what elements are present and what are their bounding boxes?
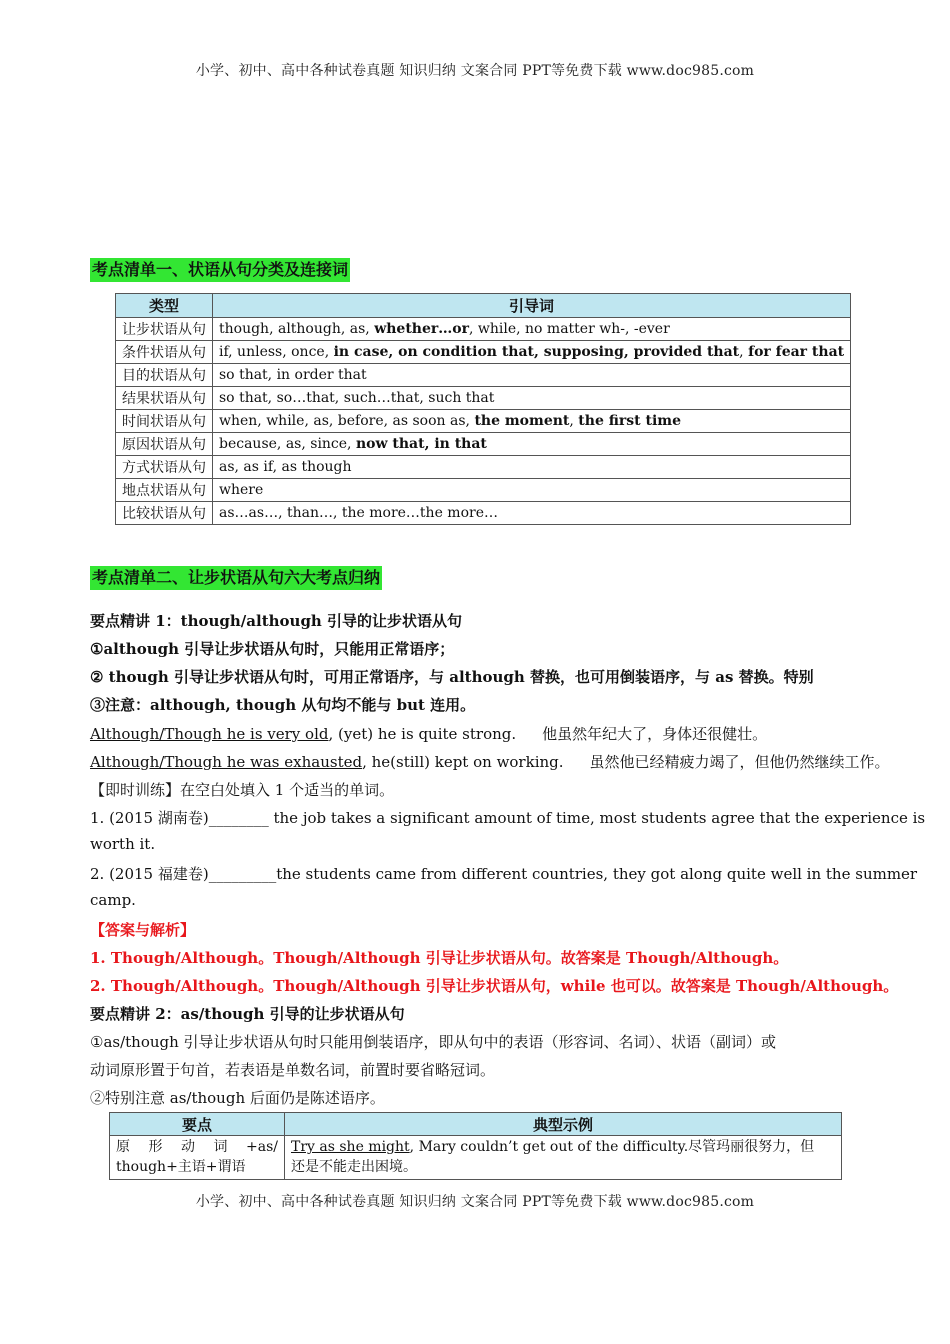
clause-words (213, 410, 851, 433)
example-rest: , he(still) kept on working. (362, 753, 564, 771)
page-footer: 小学、初中、高中各种试卷真题 知识归纳 文案合同 PPT等免费下载 www.doc985.com (195, 1194, 755, 1210)
words-plain: when, while, as, before, as soon as, (219, 413, 475, 429)
question-1-line-1: 1. (2015 湖南卷)________ the job takes a significant amount of time, most students agree that the experience is (90, 809, 926, 827)
example-2 (90, 751, 890, 772)
question-2-line-2: camp. (90, 891, 136, 909)
point-line-1: 原 形 动 词 +as/ (116, 1139, 278, 1155)
point2-title: 要点精讲 2：as/though 引导的让步状语从句 (90, 1005, 405, 1023)
point1-title: 要点精讲 1：though/although 引导的让步状语从句 (90, 612, 463, 630)
conjunction-table (115, 293, 851, 525)
point-line-2: though+主语+谓语 (116, 1159, 246, 1175)
example-rest: , (yet) he is quite strong. (328, 725, 517, 743)
example-cell (285, 1136, 842, 1180)
words-tail: , (739, 344, 749, 360)
words-tail: , while, no matter wh-, -ever (468, 321, 670, 337)
words-bold: now that, in that (355, 436, 487, 452)
answer-title: 【答案与解析】 (90, 921, 196, 939)
words-bold-2: for fear that (748, 344, 845, 360)
clause-words (213, 433, 851, 456)
table-row (116, 410, 851, 433)
header-example: 典型示例 (285, 1113, 842, 1136)
example-translation: 虽然他已经精疲力竭了，但他仍然继续工作。 (589, 753, 890, 771)
page-header: 小学、初中、高中各种试卷真题 知识归纳 文案合同 PPT等免费下载 www.doc985.com (195, 63, 755, 79)
table-header-row (110, 1113, 842, 1136)
clause-type: 条件状语从句 (116, 341, 213, 364)
clause-words: as…as…, than…, the more…the more… (213, 502, 851, 525)
clause-type: 结果状语从句 (116, 387, 213, 410)
words-plain: if, unless, once, (219, 344, 334, 360)
clause-type: 方式状语从句 (116, 456, 213, 479)
clause-words: where (213, 479, 851, 502)
words-bold: in case, on condition that, supposing, provided that (333, 344, 740, 360)
example-line-2: 还是不能走出困境。 (291, 1159, 417, 1175)
clause-words: so that, in order that (213, 364, 851, 387)
header-type: 类型 (116, 294, 213, 318)
answer-2: 2. Though/Although。Though/Although 引导让步状语从句，while 也可以。故答案是 Though/Although。 (90, 977, 899, 995)
words-tail: , (569, 413, 579, 429)
table-row (116, 364, 851, 387)
clause-words: as, as if, as though (213, 456, 851, 479)
words-bold-2: the first time (578, 413, 682, 429)
point-cell (110, 1136, 285, 1180)
rule-3: ③注意：although, though 从句均不能与 but 连用。 (90, 696, 476, 714)
table-header-row (116, 294, 851, 318)
clause-type: 比较状语从句 (116, 502, 213, 525)
example-1 (90, 723, 767, 744)
point2-line-2: 动词原形置于句首，若表语是单数名词，前置时要省略冠词。 (90, 1061, 496, 1079)
point2-line-3: ②特别注意 as/though 后面仍是陈述语序。 (90, 1089, 385, 1107)
question-2-line-1: 2. (2015 福建卷)_________the students came from different countries, they got along quite well in the summer (90, 865, 918, 883)
section-title-1: 考点清单一、状语从句分类及连接词 (90, 258, 350, 282)
example-table (109, 1112, 842, 1180)
question-1-line-2: worth it. (90, 835, 156, 853)
clause-type: 地点状语从句 (116, 479, 213, 502)
table-row (116, 341, 851, 364)
clause-type: 让步状语从句 (116, 318, 213, 341)
example-underlined: Although/Though he was exhausted (90, 753, 363, 771)
words-bold: the moment (474, 413, 570, 429)
clause-words (213, 318, 851, 341)
clause-type: 目的状语从句 (116, 364, 213, 387)
example-translation: 他虽然年纪大了，身体还很健壮。 (542, 725, 768, 743)
rule-1: ①although 引导让步状语从句时，只能用正常语序； (90, 640, 455, 658)
clause-words (213, 341, 851, 364)
table-row (116, 318, 851, 341)
table-row (116, 479, 851, 502)
header-point: 要点 (110, 1113, 285, 1136)
table-row (110, 1136, 842, 1180)
table-row (116, 433, 851, 456)
table-row (116, 456, 851, 479)
clause-type: 原因状语从句 (116, 433, 213, 456)
header-words: 引导词 (213, 294, 851, 318)
section-title-2: 考点清单二、让步状语从句六大考点归纳 (90, 566, 382, 590)
example-underlined: Try as she might (291, 1139, 410, 1155)
rule-2: ② though 引导让步状语从句时，可用正常语序，与 although 替换，也可用倒装语序，与 as 替换。特别 (90, 668, 814, 686)
words-bold: whether…or (374, 321, 469, 337)
table-row (116, 387, 851, 410)
answer-1: 1. Though/Although。Though/Although 引导让步状语从句。故答案是 Though/Although。 (90, 949, 789, 967)
practice-instruction: 【即时训练】在空白处填入 1 个适当的单词。 (90, 781, 395, 799)
words-plain: though, although, as, (219, 321, 375, 337)
words-plain: because, as, since, (219, 436, 356, 452)
clause-type: 时间状语从句 (116, 410, 213, 433)
point2-line-1: ①as/though 引导让步状语从句时只能用倒装语序，即从句中的表语（形容词、名词）、状语（副词）或 (90, 1033, 777, 1051)
table-row (116, 502, 851, 525)
clause-words: so that, so…that, such…that, such that (213, 387, 851, 410)
example-rest: , Mary couldn’t get out of the difficulty.尽管玛丽很努力，但 (409, 1139, 815, 1155)
example-underlined: Although/Though he is very old (90, 725, 329, 743)
